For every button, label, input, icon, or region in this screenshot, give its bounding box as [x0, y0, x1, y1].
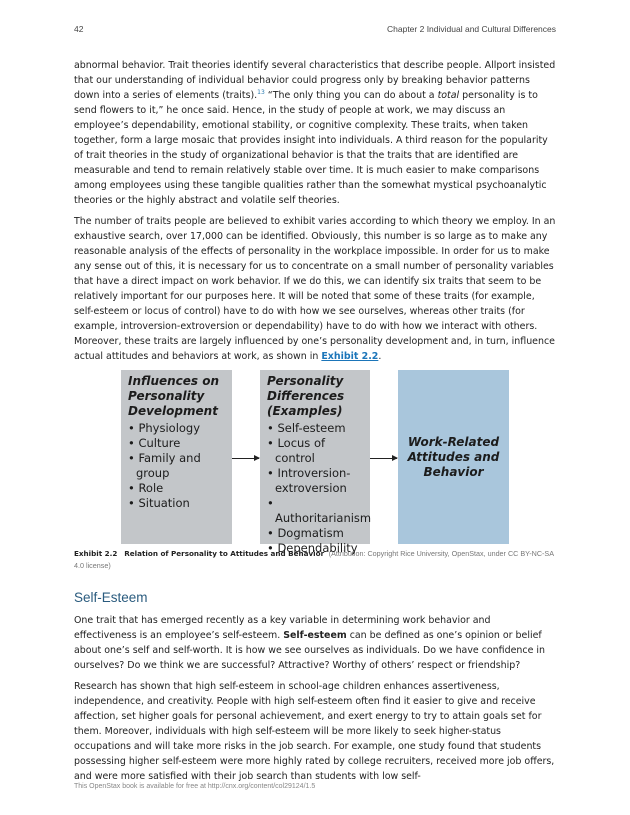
caption-label: Exhibit 2.2: [74, 549, 118, 558]
influences-list: [128, 421, 225, 511]
page-body: [74, 58, 556, 790]
personality-differences-box: [260, 370, 372, 555]
arrow-right-icon: [232, 458, 259, 459]
work-behavior-title: Work-Related Attitudes and Behavior: [407, 434, 500, 479]
page-header: [74, 24, 556, 38]
list-item: • Dogmatism: [267, 526, 363, 541]
list-item: • Situation: [128, 496, 225, 511]
work-behavior-box: [398, 370, 509, 544]
list-item: • Culture: [128, 436, 225, 451]
caption-attribution: (Attribution: Copyright Rice University, OpenStax, under CC BY-NC-SA 4.0 license): [74, 549, 554, 570]
list-item: • Authoritarianism: [267, 496, 363, 526]
paragraph-traits: abnormal behavior. Trait theories identify several characteristics that describe people. Allport insisted that our understanding of individual behavior could progress only by breaking behavior patterns down into a series of elements (traits).$^{13}$ “The only thing you can do about a total personality is to send flowers to it,” he once said. Hence, in the study of people at work, we may discuss an employee’s dependability, emotional stability, or cognitive complexity. These traits, when taken together, form a large mosaic that provides insight into individuals. A third reason for the popularity of trait theories in the study of organizational behavior is that the traits that are identified are measurable and tend to remain relatively stable over time. It is much easier to make comparisons among employees using these tangible qualities rather than the somewhat mystical psychoanalytic theories or the highly abstract and volatile self theories.: [74, 60, 556, 206]
list-item: • Family and group: [128, 451, 225, 481]
list-item: • Dependability: [267, 541, 363, 556]
caption-title: Relation of Personality to Attitudes and Behavior: [124, 549, 325, 558]
paragraph-self-esteem-definition: One trait that has emerged recently as a key variable in determining work behavior and effectiveness is an employee’s self-esteem. Self-esteem can be defined as one’s opinion or belief about one’s self and self-worth. It is how we see ourselves as individuals. Do we have confidence in ourselves? Do we think we are successful? Attractive? Worthy of others’ respect or friendship?: [74, 615, 545, 671]
influences-box: [121, 370, 232, 544]
key-term: Self-esteem: [283, 630, 347, 641]
paragraph-number-of-traits: The number of traits people are believed to exhibit varies according to which theory we employ. In an exhaustive search, over 17,000 can be identified. Obviously, this number is so large as to make any reasonable analysis of the effects of personality in the workplace impossible. In order for us to make any sense out of this, it is necessary for us to concentrate on a small number of personality variables that have a direct impact on work behavior. If we do this, we can identify six traits that seem to be relatively important for our purposes here. It will be noted that some of these traits (for example, self-esteem or locus of control) have to do with how we see ourselves, whereas other traits (for example, introversion-extroversion or dependability) have to do with how we interact with others. Moreover, these traits are largely influenced by one’s personality development and, in turn, influence actual attitudes and behaviors at work, as shown in Exhibit 2.2.: [74, 216, 556, 362]
list-item: • Physiology: [128, 421, 225, 436]
page-number: 42: [74, 24, 84, 34]
exhibit-link[interactable]: Exhibit 2.2: [321, 351, 379, 362]
paragraph-research: Research has shown that high self-esteem in school-age children enhances assertiveness, independence, and creativity. People with high self-esteem often find it easier to give and receive affection, set higher goals for personal achievement, and exert energy to try to attain goals set for them. Moreover, individuals with high self-esteem will be more likely to seek higher-status occupations and will take more risks in the job search. For example, one study found that students possessing higher self-esteem were more highly rated by college recruiters, received more job offers, and were more satisfied with their job search than students with low self-: [74, 681, 555, 782]
page-footer: This OpenStax book is available for free at http://cnx.org/content/col29124/1.5: [74, 783, 316, 790]
differences-list: [267, 421, 372, 556]
list-item: • Self-esteem: [267, 421, 363, 436]
footnote-ref[interactable]: 13: [257, 88, 265, 96]
arrow-right-icon: [370, 458, 397, 459]
section-heading: Self-Esteem: [74, 590, 148, 605]
influences-title: Influences on Personality Development: [128, 374, 220, 418]
list-item: • Introversion-extroversion: [267, 466, 363, 496]
differences-title: Personality Differences (Examples): [267, 374, 345, 418]
list-item: • Locus of control: [267, 436, 363, 466]
list-item: • Role: [128, 481, 225, 496]
chapter-title: Chapter 2 Individual and Cultural Differences: [387, 24, 556, 34]
